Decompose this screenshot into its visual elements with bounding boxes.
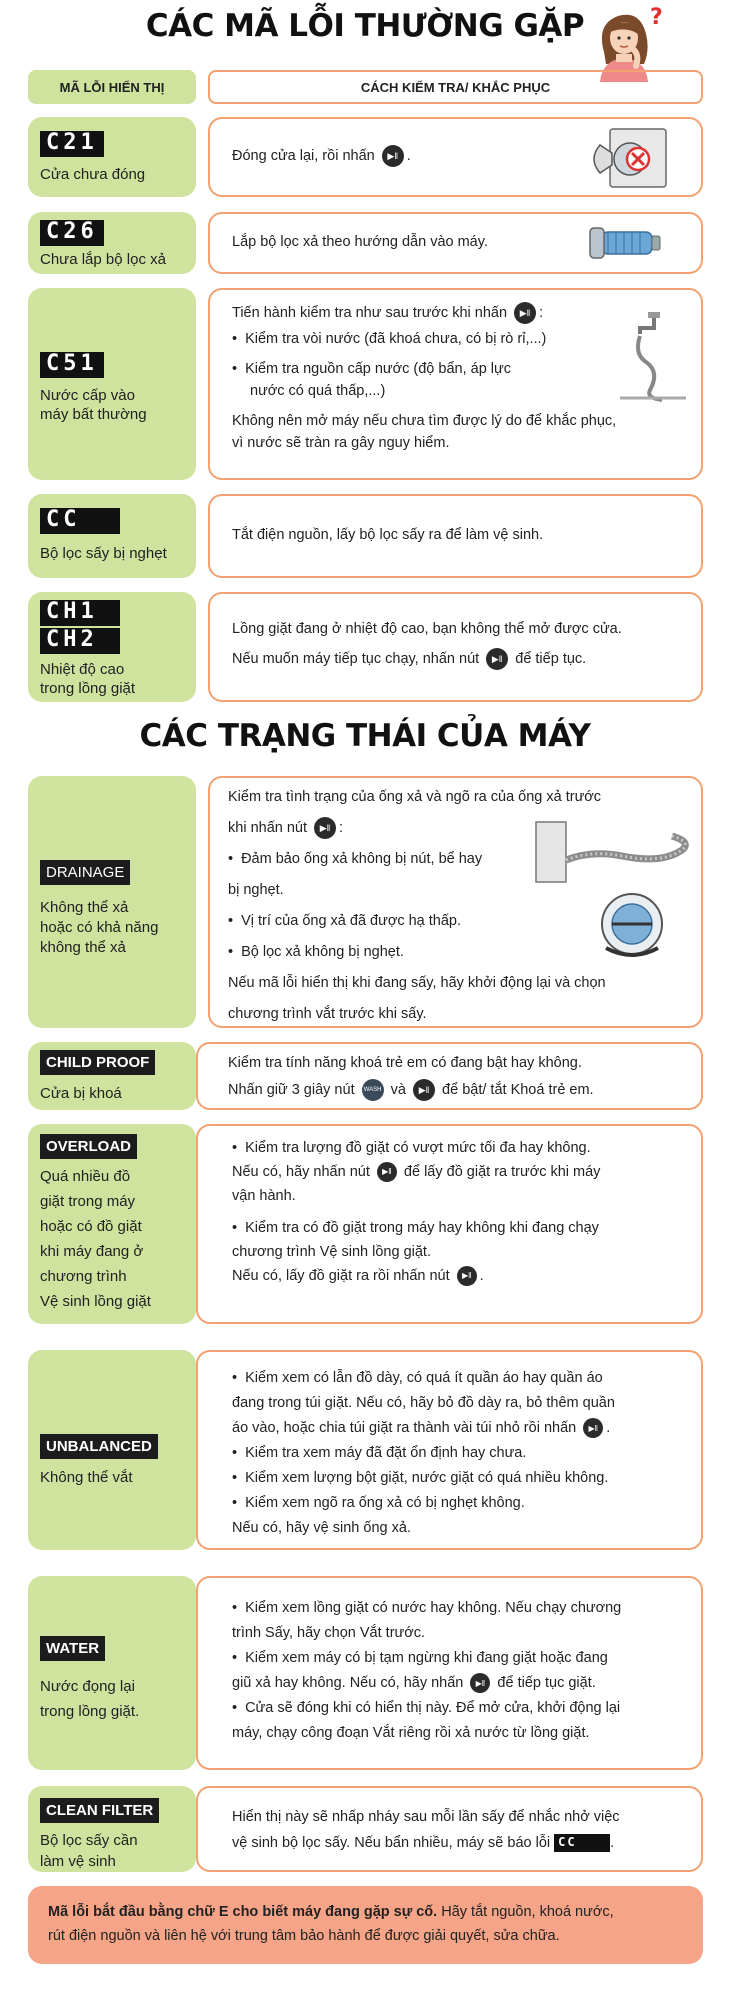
fix-text: vệ sinh bộ lọc sấy. Nếu bẩn nhiều, máy sẽ báo lỗi <box>232 1835 551 1851</box>
error-c26-card <box>28 212 196 274</box>
state-label: Không thể xả <box>40 899 129 916</box>
fix-text: . <box>606 1420 611 1436</box>
washer-door-icon <box>582 125 682 191</box>
fix-text: máy, chạy công đoạn Vắt riêng rồi xả nước từ lồng giặt. <box>232 1725 590 1741</box>
fix-bullet: • Bộ lọc xả không bị nghẹt. <box>228 937 698 968</box>
state-label: trong lồng giặt. <box>40 1703 140 1720</box>
fix-bullet: • Kiểm tra nguồn cấp nước (độ bẩn, áp lực <box>232 358 692 380</box>
state-label: Bộ lọc sấy cần <box>40 1832 138 1849</box>
error-code-display: C21 <box>40 131 104 157</box>
state-tag: OVERLOAD <box>40 1134 137 1159</box>
fix-text: Nhấn giữ 3 giây nút <box>228 1082 355 1098</box>
play-pause-icon: ▶‖ <box>470 1673 490 1693</box>
play-pause-icon: ▶‖ <box>382 145 404 167</box>
play-pause-icon: ▶‖ <box>314 817 336 839</box>
fix-text: Nếu có, lấy đồ giặt ra rồi nhấn nút <box>232 1268 450 1284</box>
state-label: Quá nhiều đồ <box>40 1168 131 1185</box>
fix-text: giũ xả hay không. Nếu có, hãy nhấn <box>232 1675 464 1691</box>
state-cleanfilter-card <box>28 1786 196 1872</box>
error-code-display: CH2 <box>40 628 120 654</box>
fix-bullet: • Kiểm tra xem máy đã đặt ổn định hay chưa. <box>232 1441 702 1466</box>
state-drainage-card <box>28 776 196 1028</box>
state-label: Không thể vắt <box>40 1469 133 1486</box>
fix-bullet-cont: bị nghẹt. <box>228 882 284 898</box>
error-ch-fix <box>208 592 703 702</box>
water-tap-icon <box>610 310 692 402</box>
state-drainage-fix <box>208 776 703 1028</box>
fix-bullet: • Kiểm tra có đồ giặt trong máy hay không khi đang chạy <box>232 1216 697 1240</box>
state-label: làm vệ sinh <box>40 1853 116 1870</box>
fix-text: Nếu có, hãy nhấn nút <box>232 1164 370 1180</box>
error-c51-card <box>28 288 196 480</box>
error-cc-fix <box>208 494 703 578</box>
fix-text: khi nhấn nút <box>228 820 308 836</box>
fix-bullet: • Kiểm tra vòi nước (đã khoá chưa, có bị rò rỉ,...) <box>232 328 692 350</box>
state-label: hoặc có đồ giặt <box>40 1218 142 1235</box>
svg-text:?: ? <box>650 5 663 30</box>
fix-bullet: • Đảm bảo ống xả không bị nút, bể hay <box>228 844 698 875</box>
banner-text: Hãy tắt nguồn, khoá nước, <box>437 1904 614 1920</box>
fix-note: Không nên mở máy nếu chưa tìm được lý do để khắc phục, <box>232 413 617 430</box>
play-pause-icon: ▶‖ <box>377 1162 397 1182</box>
fix-intro-end: : <box>539 305 544 321</box>
fix-text: Lắp bộ lọc xả theo hướng dẫn vào máy. <box>232 234 488 250</box>
wash-button-icon: WASH <box>362 1079 384 1101</box>
fix-bullet: • Kiểm xem lồng giặt có nước hay không. Nếu chạy chương <box>232 1596 702 1621</box>
fix-text: áo vào, hoặc chia túi giặt ra thành vài túi nhỏ rồi nhấn <box>232 1420 577 1436</box>
fix-text: chương trình Vệ sinh lồng giặt. <box>232 1244 431 1260</box>
error-code-display: CH1 <box>40 600 120 626</box>
state-childproof-fix <box>196 1042 703 1110</box>
state-overload-card <box>28 1124 196 1324</box>
fix-text: . <box>610 1835 615 1851</box>
state-childproof-card <box>28 1042 196 1110</box>
play-pause-icon: ▶‖ <box>457 1266 477 1286</box>
state-label: hoặc có khả năng <box>40 919 159 936</box>
fix-bullet-cont: nước có quá thấp,...) <box>250 383 386 400</box>
error-c21-fix <box>208 117 703 197</box>
state-label: Cửa bị khoá <box>40 1085 122 1102</box>
fix-text: Nếu muốn máy tiếp tục chạy, nhấn nút <box>232 651 480 667</box>
fix-intro: Tiến hành kiểm tra như sau trước khi nhấn <box>232 305 508 321</box>
fix-text: đang trong túi giặt. Nếu có, hãy bỏ đồ dày ra, bỏ thêm quần <box>232 1395 615 1411</box>
fix-text-end: . <box>406 148 411 164</box>
state-tag: CLEAN FILTER <box>40 1798 159 1823</box>
state-overload-fix <box>196 1124 703 1324</box>
fix-bullet: • Cửa sẽ đóng khi có hiển thị này. Để mở cửa, khởi động lại <box>232 1696 702 1721</box>
error-label-line2: máy bất thường <box>40 406 147 423</box>
fix-bullet: • Kiểm xem lượng bột giặt, nước giặt có quá nhiều không. <box>232 1466 702 1491</box>
error-label: Chưa lắp bộ lọc xả <box>40 251 166 268</box>
fix-text: để tiếp tục giặt. <box>497 1675 596 1691</box>
fix-text: để tiếp tục. <box>515 651 587 667</box>
banner-text: rút điện nguồn và liên hệ với trung tâm bảo hành để được giải quyết, sửa chữa. <box>48 1928 560 1944</box>
states-title: CÁC TRẠNG THÁI CỦA MÁY <box>139 718 591 754</box>
warning-banner <box>28 1886 703 1964</box>
fix-text: . <box>479 1268 484 1284</box>
fix-text: Nếu có, hãy vệ sinh ống xả. <box>232 1520 411 1536</box>
error-code-display: C51 <box>40 352 104 378</box>
fix-text: trình Sấy, hãy chọn Vắt trước. <box>232 1625 426 1641</box>
fix-bullet: • Kiểm xem máy có bị tạm ngừng khi đang giặt hoặc đang <box>232 1646 702 1671</box>
fix-bullet: • Vị trí của ống xả đã được hạ thấp. <box>228 906 698 937</box>
header-error-code: MÃ LỖI HIỂN THỊ <box>28 70 196 104</box>
error-label-line2: trong lồng giặt <box>40 680 136 697</box>
state-cleanfilter-fix <box>196 1786 703 1872</box>
state-label: khi máy đang ở <box>40 1243 144 1260</box>
state-unbalanced-fix <box>196 1350 703 1550</box>
fix-text: Hiển thị này sẽ nhấp nháy sau mỗi lần sấy để nhắc nhở việc <box>232 1809 620 1825</box>
errors-title: CÁC MÃ LỖI THƯỜNG GẶP <box>145 8 585 44</box>
state-label: Nước đọng lại <box>40 1678 135 1695</box>
drain-filter-icon <box>582 222 682 266</box>
error-label: Cửa chưa đóng <box>40 166 146 183</box>
state-label: giặt trong máy <box>40 1193 136 1210</box>
state-tag: CHILD PROOF <box>40 1050 155 1075</box>
error-code-display: CC <box>554 1834 610 1852</box>
play-pause-icon: ▶‖ <box>486 648 508 670</box>
state-tag: WATER <box>40 1636 105 1661</box>
fix-text: và <box>390 1082 406 1098</box>
error-label: Bộ lọc sấy bị nghẹt <box>40 545 167 562</box>
state-unbalanced-card <box>28 1350 196 1550</box>
drain-hose-icon <box>532 820 698 962</box>
error-code-display: C26 <box>40 220 104 246</box>
fix-text: Kiểm tra tình trạng của ống xả và ngõ ra của ống xả trước <box>228 789 602 805</box>
state-label: chương trình <box>40 1268 127 1285</box>
play-pause-icon: ▶‖ <box>514 302 536 324</box>
play-pause-icon: ▶‖ <box>583 1418 603 1438</box>
fix-text: để bật/ tắt Khoá trẻ em. <box>442 1082 594 1098</box>
fix-bullet: • Kiểm xem có lẫn đồ dày, có quá ít quần áo hay quần áo <box>232 1366 702 1391</box>
fix-text: vận hành. <box>232 1188 296 1204</box>
fix-text: Tắt điện nguồn, lấy bộ lọc sấy ra để làm vệ sinh. <box>232 527 544 543</box>
error-label-line1: Nước cấp vào <box>40 387 135 404</box>
state-label: Vệ sinh lồng giặt <box>40 1293 151 1310</box>
fix-text: Đóng cửa lại, rồi nhấn <box>232 148 375 164</box>
error-code-display: CC <box>40 508 120 534</box>
state-water-fix <box>196 1576 703 1770</box>
fix-note: Nếu mã lỗi hiển thị khi đang sấy, hãy khởi động lại và chọn <box>228 975 606 991</box>
error-cc-card <box>28 494 196 578</box>
fix-text: để lấy đồ giặt ra trước khi máy <box>403 1164 601 1180</box>
error-ch-card <box>28 592 196 702</box>
fix-text: Kiểm tra tính năng khoá trẻ em có đang bật hay không. <box>228 1055 582 1071</box>
fix-text: Lồng giặt đang ở nhiệt độ cao, bạn không thể mở được cửa. <box>232 621 622 637</box>
fix-note: chương trình vắt trước khi sấy. <box>228 1006 427 1022</box>
error-c21-card <box>28 117 196 197</box>
fix-bullet: • Kiểm xem ngõ ra ống xả có bị nghẹt không. <box>232 1491 702 1516</box>
fix-note: vì nước sẽ tràn ra gây nguy hiểm. <box>232 435 450 452</box>
error-c51-fix <box>208 288 703 480</box>
banner-bold: Mã lỗi bắt đầu bằng chữ E cho biết máy đang gặp sự cố. <box>48 1904 438 1920</box>
error-c26-fix <box>208 212 703 274</box>
state-tag: UNBALANCED <box>40 1434 158 1459</box>
state-label: không thể xả <box>40 939 126 956</box>
state-water-card <box>28 1576 196 1770</box>
state-tag: DRAINAGE <box>40 860 130 885</box>
fix-bullet: • Kiểm tra lượng đồ giặt có vượt mức tối đa hay không. <box>232 1136 697 1160</box>
play-pause-icon: ▶‖ <box>413 1079 435 1101</box>
header-fix: CÁCH KIỂM TRA/ KHẮC PHỤC <box>208 70 703 104</box>
error-label-line1: Nhiệt độ cao <box>40 661 125 678</box>
fix-text: : <box>339 820 344 836</box>
